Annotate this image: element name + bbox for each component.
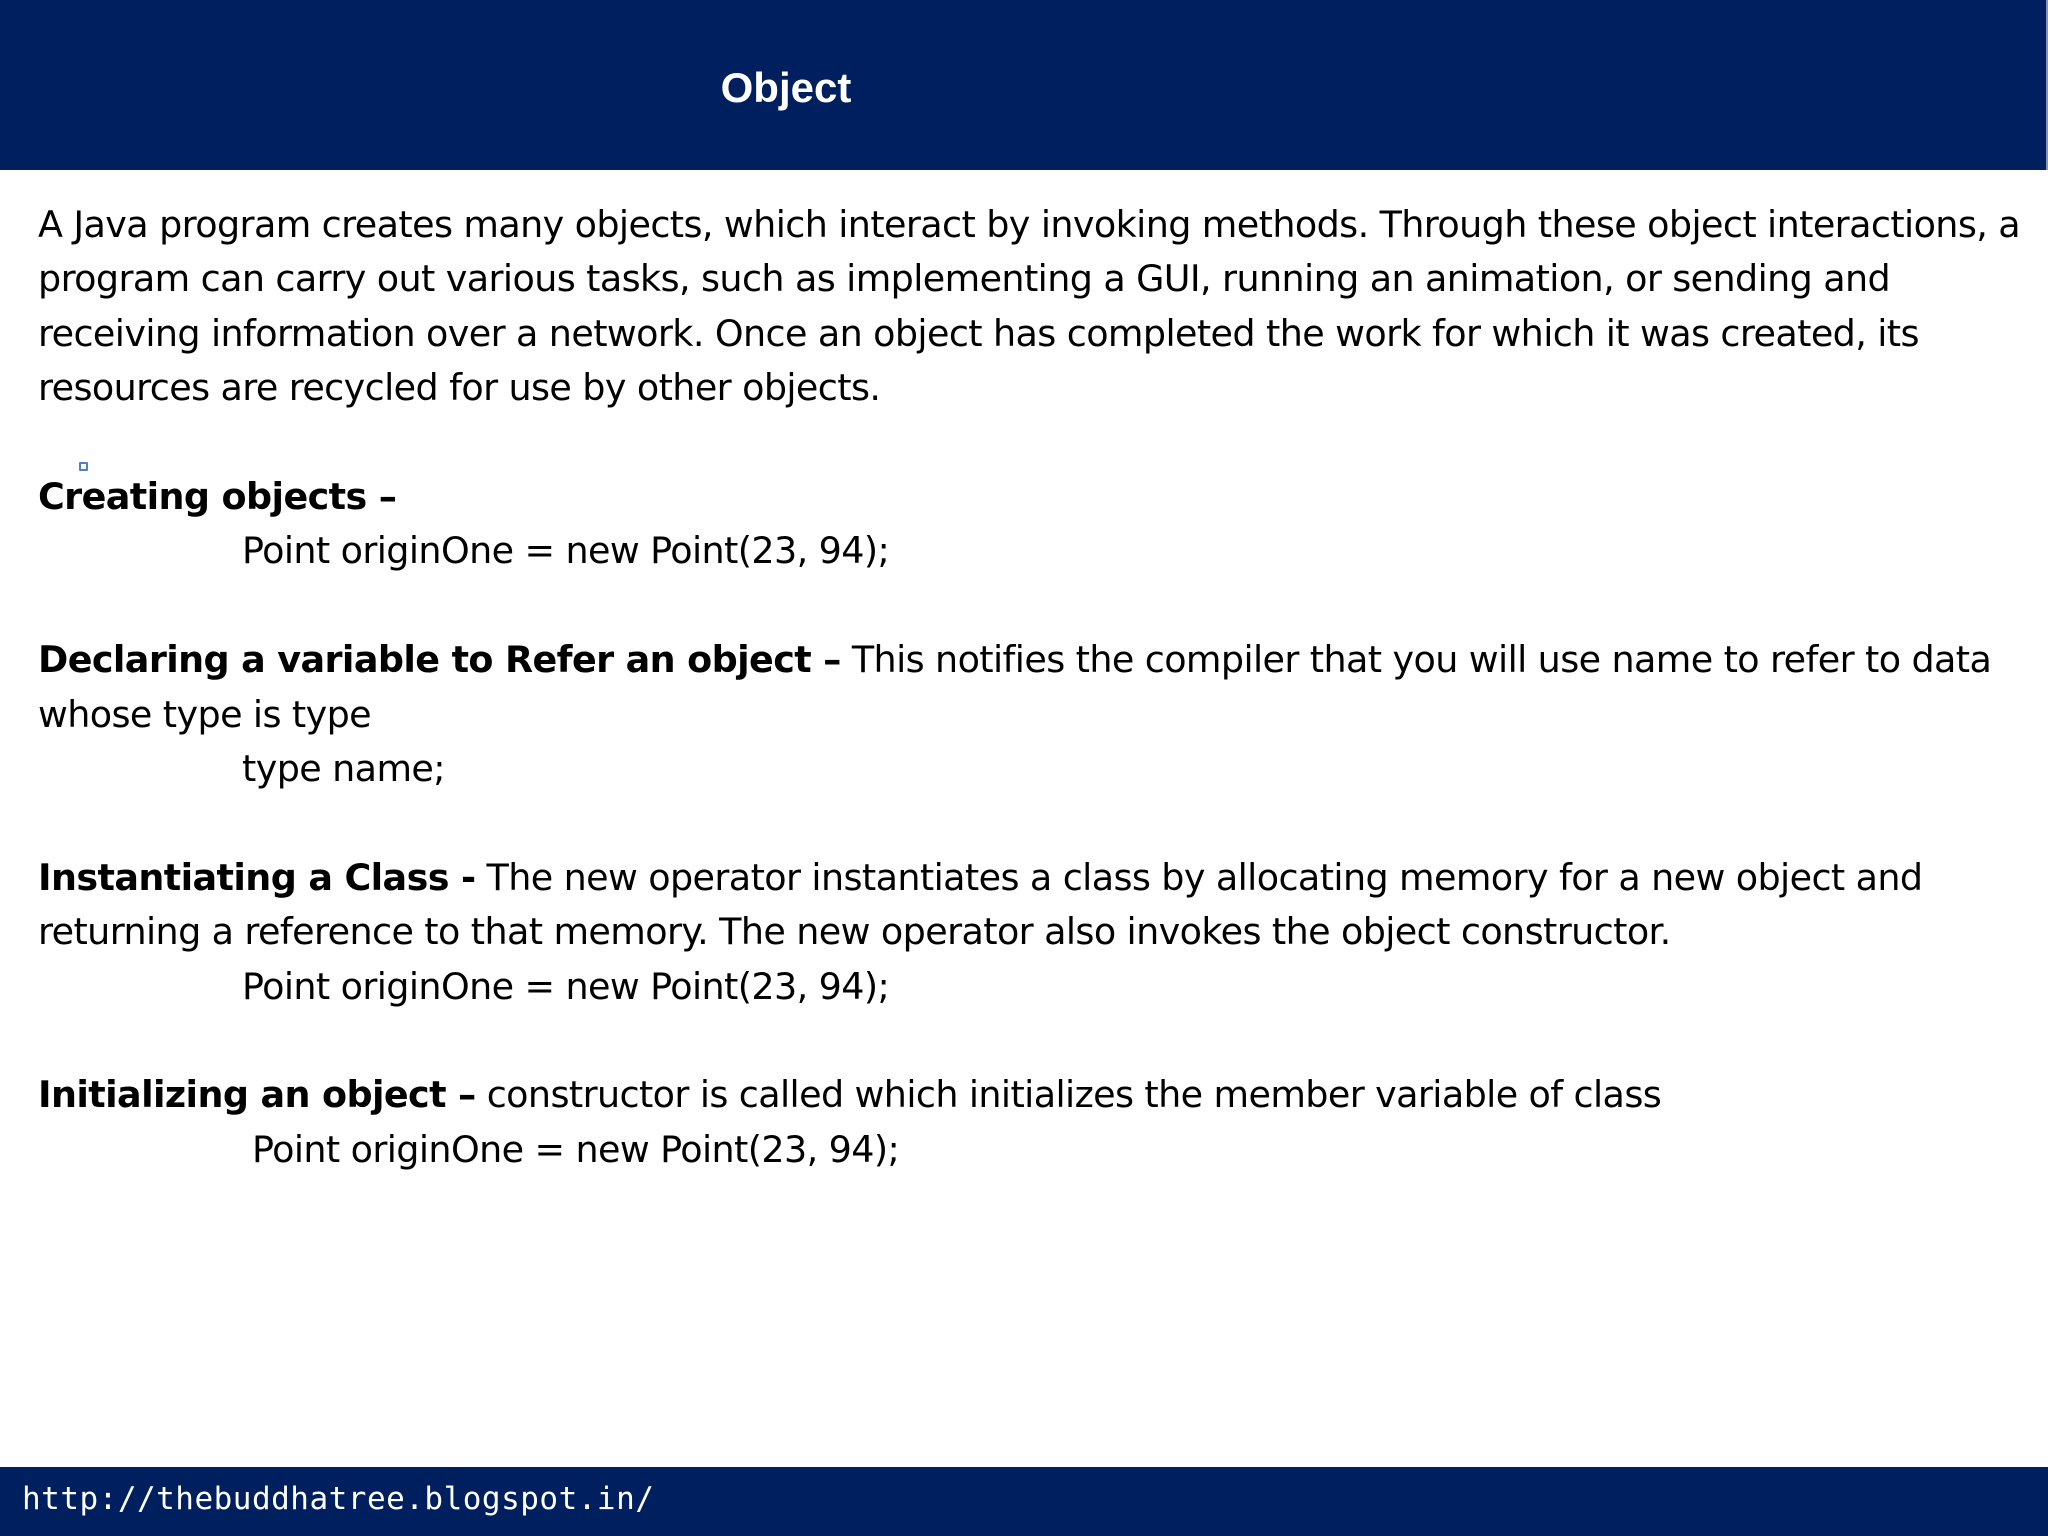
spacer xyxy=(38,796,2028,850)
spacer xyxy=(38,579,2028,633)
section-text: The new operator instantiates a class by allocating memory for a new object and returning a reference to that memory. The new operator also invokes the object constructor. xyxy=(38,855,1923,954)
spacer xyxy=(38,416,2028,470)
section-creating-objects xyxy=(38,470,2028,524)
spacer xyxy=(38,1014,2028,1068)
slide-body xyxy=(38,198,2028,1177)
section-heading: Instantiating a Class - xyxy=(38,855,476,899)
section-text: This notifies the compiler that you will use name to refer to data whose type is type xyxy=(38,638,1992,736)
code-line: type name; xyxy=(242,747,445,791)
section-heading: Declaring a variable to Refer an object – xyxy=(38,638,841,682)
section-heading: Initializing an object – xyxy=(38,1073,476,1117)
intro-paragraph: A Java program creates many objects, which interact by invoking methods. Through these object interactions, a program can carry out various tasks, such as implementing a GUI, running an animation, or sending and receiving information over a network. Once an object has completed the work for which it was created, its resources are recycled for use by other objects. xyxy=(38,203,2021,410)
code-line: Point originOne = new Point(23, 94); xyxy=(242,529,890,573)
footer-bar xyxy=(0,1467,2048,1536)
slide-title: Object xyxy=(720,64,852,111)
section-text: constructor is called which initializes the member variable of class xyxy=(475,1073,1662,1117)
section-initializing-object xyxy=(38,1068,2028,1122)
code-line: Point originOne = new Point(23, 94); xyxy=(242,964,890,1008)
title-banner xyxy=(0,0,2048,170)
section-declaring-variable xyxy=(38,633,2028,742)
code-line: Point originOne = new Point(23, 94); xyxy=(252,1127,900,1171)
section-instantiating-class xyxy=(38,851,2028,960)
footer-url: http://thebuddhatree.blogspot.in/ xyxy=(22,1481,655,1517)
section-heading: Creating objects – xyxy=(38,475,397,519)
